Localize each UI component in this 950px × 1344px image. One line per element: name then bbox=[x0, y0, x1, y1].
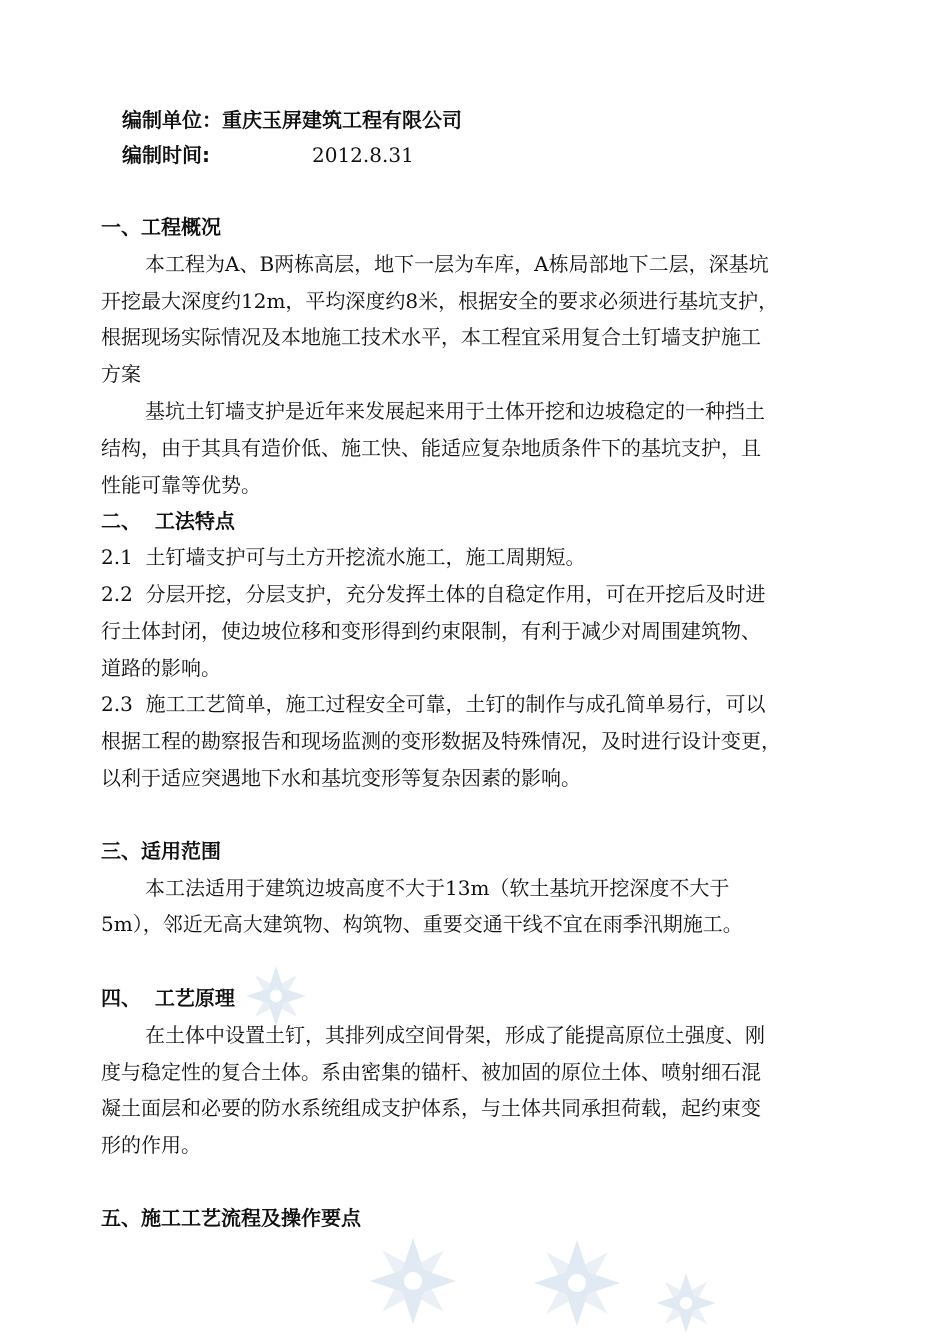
section-heading-3: 三、适用范围 bbox=[101, 839, 221, 863]
compile-time-label: 编制时间: bbox=[122, 143, 210, 167]
compiler-unit-value: 重庆玉屏建筑工程有限公司 bbox=[222, 108, 462, 132]
compiler-unit-label: 编制单位： bbox=[122, 108, 222, 132]
snowflake-logo-icon bbox=[532, 1238, 622, 1328]
snowflake-logo-icon bbox=[245, 965, 307, 1027]
paragraph-line: 开挖最大深度约12m，平均深度约8米，根据安全的要求必须进行基坑支护， bbox=[101, 289, 779, 313]
snowflake-logo-icon bbox=[655, 1272, 717, 1334]
paragraph-line: 5m），邻近无高大建筑物、构筑物、重要交通干线不宜在雨季汛期施工。 bbox=[101, 912, 743, 936]
section-heading-2: 二、 工法特点 bbox=[101, 509, 235, 533]
paragraph-line: 形的作用。 bbox=[101, 1133, 201, 1157]
compiler-unit-line bbox=[122, 107, 462, 133]
paragraph-line: 基坑土钉墙支护是近年来发展起来用于土体开挖和边坡稳定的一种挡土 bbox=[145, 399, 765, 423]
list-item: 2.2 分层开挖，分层支护，充分发挥土体的自稳定作用，可在开挖后及时进 bbox=[101, 582, 766, 606]
section-heading-5: 五、施工工艺流程及操作要点 bbox=[101, 1206, 361, 1230]
paragraph-line: 度与稳定性的复合土体。系由密集的锚杆、被加固的原位土体、喷射细石混 bbox=[101, 1060, 761, 1084]
list-item: 2.3 施工工艺简单，施工过程安全可靠，土钉的制作与成孔简单易行，可以 bbox=[101, 692, 766, 716]
list-item: 以利于适应突遇地下水和基坑变形等复杂因素的影响。 bbox=[101, 766, 581, 790]
list-item: 2.1 土钉墙支护可与土方开挖流水施工，施工周期短。 bbox=[101, 545, 586, 569]
section-heading-4: 四、 工艺原理 bbox=[101, 986, 235, 1010]
compile-time-value: 2012.8.31 bbox=[312, 143, 414, 167]
snowflake-logo-icon bbox=[368, 1236, 458, 1326]
list-item: 道路的影响。 bbox=[101, 656, 221, 680]
paragraph-line: 凝土面层和必要的防水系统组成支护体系，与土体共同承担荷载，起约束变 bbox=[101, 1096, 761, 1120]
paragraph-line: 结构，由于其具有造价低、施工快、能适应复杂地质条件下的基坑支护，且 bbox=[101, 436, 761, 460]
paragraph-line: 方案 bbox=[101, 362, 141, 386]
paragraph-line: 性能可靠等优势。 bbox=[101, 473, 261, 497]
paragraph-line: 本工法适用于建筑边坡高度不大于13m（软土基坑开挖深度不大于 bbox=[145, 876, 730, 900]
paragraph-line: 本工程为A、B两栋高层，地下一层为车库，A栋局部地下二层，深基坑 bbox=[145, 252, 769, 276]
paragraph-line: 根据现场实际情况及本地施工技术水平，本工程宜采用复合土钉墙支护施工 bbox=[101, 325, 761, 349]
list-item: 行土体封闭，使边坡位移和变形得到约束限制，有利于减少对周围建筑物、 bbox=[101, 619, 761, 643]
list-item: 根据工程的勘察报告和现场监测的变形数据及特殊情况，及时进行设计变更， bbox=[101, 729, 781, 753]
paragraph-line: 在土体中设置土钉，其排列成空间骨架，形成了能提高原位土强度、刚 bbox=[145, 1023, 765, 1047]
section-heading-1: 一、工程概况 bbox=[101, 215, 221, 239]
